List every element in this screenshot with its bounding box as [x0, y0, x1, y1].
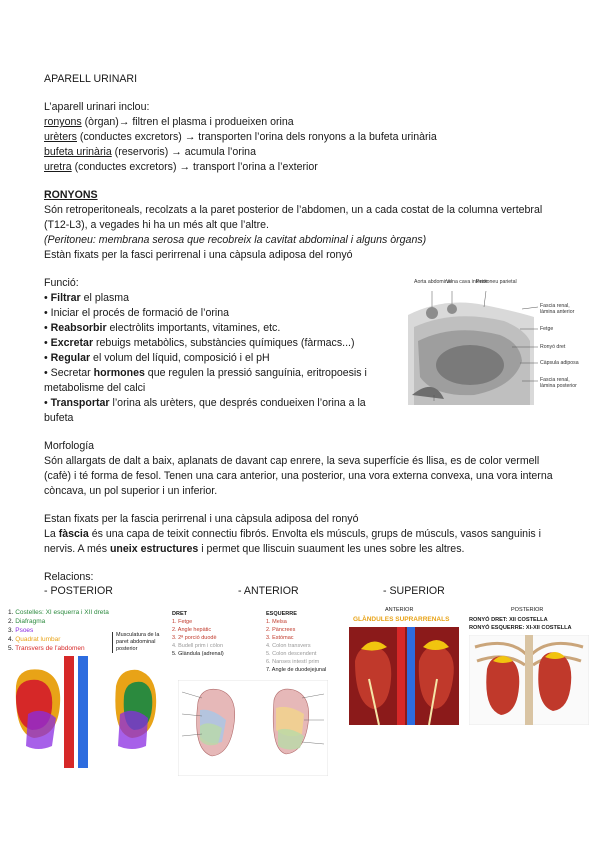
funcio-rest: el plasma [80, 292, 129, 304]
ronyons-text: (T12-L3), a vegades hi ha un més alt que l’altre. [44, 219, 269, 231]
superior-figure-title: GLÀNDULES SUPRARRENALS [353, 616, 450, 623]
funcio-bold: Regular [50, 352, 91, 364]
list-item [44, 161, 318, 174]
anterior-kidneys-drawing [178, 680, 328, 776]
item-num: 4. [8, 636, 14, 643]
esquerre-item: 1. Melsa [266, 619, 287, 625]
esquerre-item: 3. Estómac [266, 635, 294, 641]
posterior-note: Musculatura de la paret abdominal posterior [112, 632, 172, 653]
text-bold: uneix estructures [109, 543, 199, 555]
text-run: i permet que lliscuin suaument les unes sobre les altres. [198, 543, 465, 555]
list-item [44, 146, 256, 159]
funcio-item-cont: metabolisme del calci [44, 382, 146, 394]
superior-relations-figure [349, 607, 459, 725]
item-text: Psoes [15, 627, 34, 634]
item-term: bufeta urinària [44, 146, 112, 158]
item-desc: (conductes excretors) → transporten l’orina dels ronyons a la bufeta urinària [76, 131, 437, 143]
dret-item: 1. Fetge [172, 619, 193, 625]
funcio-item: • Transportar l’orina als urèters, que després condueixen l’orina a la [44, 397, 366, 409]
item-num: 3. [8, 627, 14, 634]
figure-label: Fascia renal, làmina anterior [540, 303, 575, 315]
page-title: APARELL URINARI [44, 73, 138, 85]
item-num: 2. [8, 618, 14, 625]
item-num: 5. [8, 645, 14, 652]
esquerre-item: 5. Colon descendent [266, 651, 317, 657]
posterior-item [8, 626, 109, 635]
ronyons-heading: RONYONS [44, 189, 98, 201]
relacio-superior: - SUPERIOR [383, 585, 445, 597]
fixacio-text: Estan fixats per la fascia perirrenal i una càpsula adiposa del ronyó [44, 513, 359, 525]
funcio-bold: Filtrar [50, 292, 81, 304]
posterior-item [8, 608, 109, 617]
relacions-heading: Relacions: [44, 571, 94, 583]
funcio-item: • Regular el volum del líquid, composició i el pH [44, 352, 270, 364]
esquerre-item: 6. Nanses intestí prim [266, 659, 320, 665]
figure-label: Aorta abdominal [414, 279, 452, 285]
ronyons-text: Estàn fixats per la fasci perirrenal i una càpsula adiposa del ronyó [44, 249, 353, 261]
fixacio-text [44, 543, 464, 556]
esquerre-item: 7. Angle de duodejejunal [266, 667, 327, 673]
posterior-list [8, 608, 109, 653]
relacio-anterior: - ANTERIOR [238, 585, 299, 597]
figure-label: Peritoneu parietal [476, 279, 517, 285]
text-run: La [44, 528, 59, 540]
costella-drawing [469, 635, 589, 725]
item-text: Costelles: XI esquerra i XII dreta [15, 609, 109, 616]
funcio-bold: hormones [93, 367, 145, 379]
figure-label: Fetge [540, 326, 554, 332]
item-text: Quadrat lumbar [15, 636, 61, 643]
item-desc: (reservoris) → acumula l’orina [111, 146, 256, 158]
peritoneu-note: (Peritoneu: membrana serosa que recobreix la cavitat abdominal i alguns òrgans) [44, 234, 427, 246]
morfologia-text: (cafè) i té forma de fesol. Tenen una cara anterior, una posterior, una vora externa convexa, una vora interna [44, 470, 553, 482]
posterior-relations-figure [8, 608, 170, 768]
esquerre-heading: ESQUERRE [266, 611, 297, 617]
kidney-section-figure [404, 277, 584, 405]
item-desc: (òrgan)→ filtren el plasma i produeixen orina [81, 116, 294, 128]
funcio-rest: que regulen la pressió sanguínia, eritropoesis i [144, 367, 367, 379]
funcio-bold: Reabsorbir [50, 322, 107, 334]
funcio-rest: el volum del líquid, composició i el pH [90, 352, 270, 364]
list-item [44, 116, 294, 129]
posterior-item [8, 635, 109, 644]
costella-figure-caption [469, 616, 572, 632]
anterior-relations-figure [170, 610, 348, 778]
funcio-rest: Iniciar el procés de formació de l’orina [50, 307, 230, 319]
costella-caption-line: RONYÓ ESQUERRE: XI-XII COSTELLA [469, 625, 572, 631]
posterior-item [8, 617, 109, 626]
intro-text: L’aparell urinari inclou: [44, 101, 150, 113]
dret-list [172, 610, 224, 658]
costella-relations-figure [467, 607, 591, 725]
figure-label: Fascia renal, làmina posterior [540, 377, 577, 389]
posterior-kidneys-drawing [8, 656, 168, 768]
costella-figure-label: POSTERIOR [511, 607, 544, 613]
dret-heading: DRET [172, 611, 187, 617]
funcio-item: • Iniciar el procés de formació de l’orina [44, 307, 230, 319]
item-term: ronyons [44, 116, 82, 128]
figure-label: Vena cava inferior [446, 279, 488, 285]
item-num: 1. [8, 609, 14, 616]
funcio-item-cont: bufeta [44, 412, 74, 424]
item-text: Transvers de l’abdomen [15, 645, 85, 652]
superior-figure-label: ANTERIOR [385, 607, 414, 613]
figure-label: Càpsula adiposa [540, 360, 579, 366]
suprarrenal-drawing [349, 627, 459, 725]
morfologia-heading: Morfología [44, 440, 95, 452]
funcio-item: • Reabsorbir electròlits importants, vitamines, etc. [44, 322, 281, 334]
funcio-rest: rebuigs metabòlics, substàncies químiques (fàrmacs...) [93, 337, 355, 349]
text-run: és una capa de teixit connectiu fibrós. Envolta els músculs, grups de músculs, vasos sanguinis i [88, 528, 542, 540]
item-desc: (conductes excretors) → transport l’orina a l’exterior [71, 161, 318, 173]
text-run: nervis. A més [44, 543, 110, 555]
dret-item: 5. Glàndula (adrenal) [172, 651, 224, 657]
morfologia-text: Són allargats de dalt a baix, aplanats de davant cap enrere, la seva superfície és llisa, es de color vermell [44, 455, 540, 467]
funcio-item: • Secretar hormones que regulen la pressió sanguínia, eritropoesis i [44, 367, 367, 379]
ronyons-text: Són retroperitoneals, recolzats a la paret posterior de l’abdomen, un a cada costat de la columna vertebral [44, 204, 543, 216]
funcio-bold: Transportar [50, 397, 110, 409]
item-term: uretra [44, 161, 72, 173]
item-term: urèters [44, 131, 77, 143]
item-text: Diafragma [15, 618, 46, 625]
funcio-heading: Funció: [44, 277, 79, 289]
dret-item: 3. 2ª porció duodè [172, 635, 217, 641]
text-bold: fàscia [58, 528, 89, 540]
dret-item: 4. Budell prim i còlon [172, 643, 224, 649]
relacio-posterior: - POSTERIOR [44, 585, 113, 597]
costella-caption-line: RONYÓ DRET: XII COSTELLA [469, 617, 548, 623]
funcio-item: • Filtrar el plasma [44, 292, 129, 304]
funcio-bold: Excretar [50, 337, 94, 349]
fixacio-text [44, 528, 541, 541]
posterior-item [8, 644, 109, 653]
funcio-rest: electròlits importants, vitamines, etc. [106, 322, 281, 334]
funcio-pre: Secretar [50, 367, 94, 379]
esquerre-list [266, 610, 326, 674]
morfologia-text: còncava, un pol superior i un inferior. [44, 485, 218, 497]
esquerre-item: 2. Pàncrees [266, 627, 296, 633]
esquerre-item: 4. Colon transvers [266, 643, 311, 649]
dret-item: 2. Angle hepàtic [172, 627, 212, 633]
figure-label: Ronyó dret [540, 344, 566, 350]
funcio-item: • Excretar rebuigs metabòlics, substàncies químiques (fàrmacs...) [44, 337, 355, 349]
list-item [44, 131, 437, 144]
funcio-rest: l’orina als urèters, que després condueixen l’orina a la [109, 397, 366, 409]
